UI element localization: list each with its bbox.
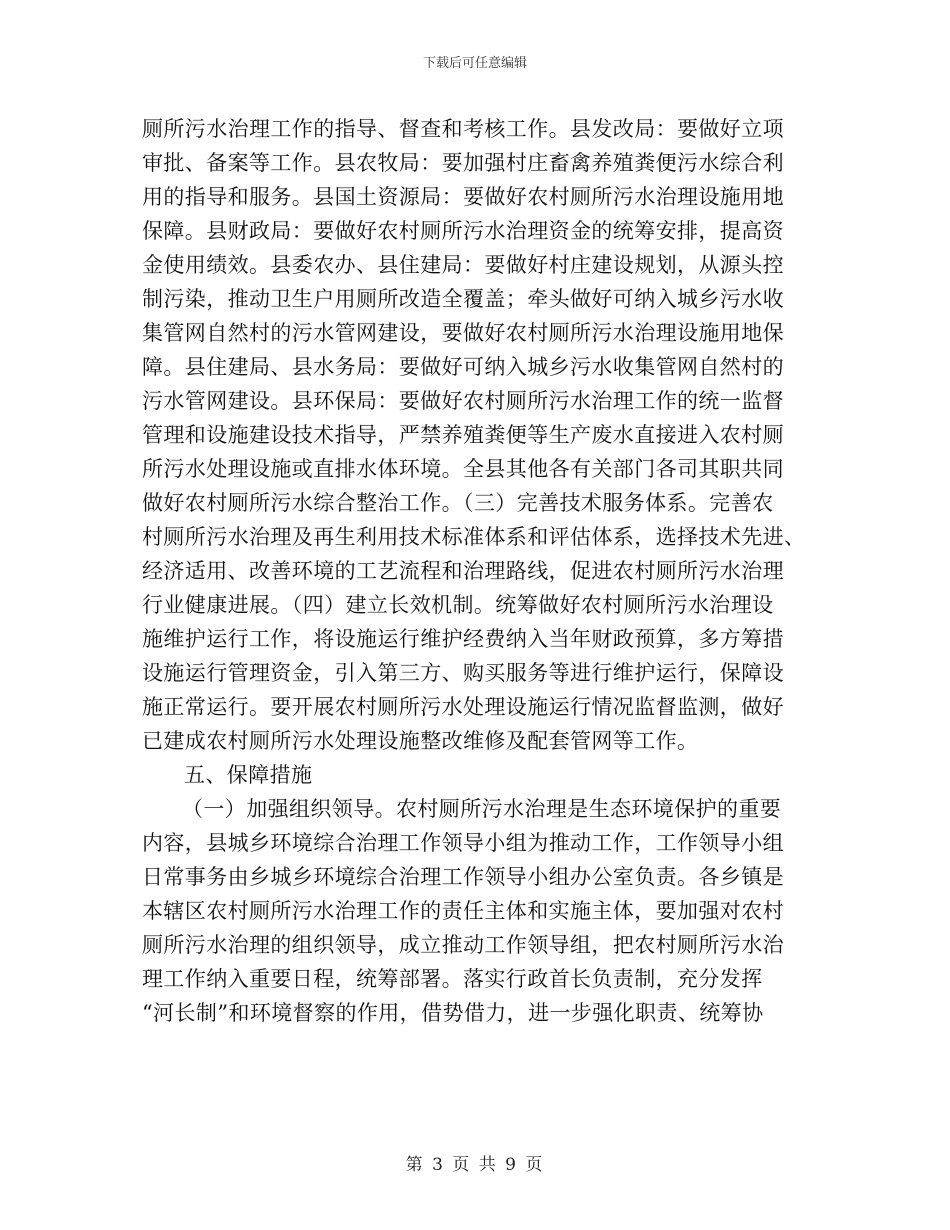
text-line: 经济适用、改善环境的工艺流程和治理路线，促进农村厕所污水治理 (142, 559, 784, 583)
text-line: 集管网自然村的污水管网建设，要做好农村厕所污水治理设施用地保 (142, 321, 784, 345)
text-line: “河长制”和环境督察的作用，借势借力，进一步强化职责、统筹协 (142, 1001, 764, 1025)
text-line: 管理和设施建设技术指导，严禁养殖粪便等生产废水直接进入农村厕 (142, 423, 784, 447)
text-line: 金使用绩效。县委农办、县住建局：要做好村庄建设规划，从源头控 (142, 253, 784, 277)
text-line: 污水管网建设。县环保局：要做好农村厕所污水治理工作的统一监督 (142, 389, 784, 413)
text-line: 用的指导和服务。县国土资源局：要做好农村厕所污水治理设施用地 (142, 185, 784, 209)
text-line: 施正常运行。要开展农村厕所污水处理设施运行情况监督监测，做好 (142, 695, 784, 719)
text-line: 制污染，推动卫生户用厕所改造全覆盖；牵头做好可纳入城乡污水收 (142, 287, 784, 311)
text-line: 厕所污水治理的组织领导，成立推动工作领导组，把农村厕所污水治 (142, 933, 784, 957)
page-header: 下载后可任意编辑 (422, 56, 527, 71)
text-line: 审批、备案等工作。县农牧局：要加强村庄畜禽养殖粪便污水综合利 (142, 151, 784, 175)
text-line: 内容，县城乡环境综合治理工作领导小组为推动工作，工作领导小组 (142, 831, 784, 855)
text-line: 理工作纳入重要日程，统筹部署。落实行政首长负责制，充分发挥 (142, 967, 763, 991)
page-footer: 第 3 页 共 9 页 (405, 1155, 545, 1175)
text-line: 行业健康进展。（四）建立长效机制。统筹做好农村厕所污水治理设 (142, 593, 774, 617)
text-line: （一）加强组织领导。农村厕所污水治理是生态环境保护的重要 (182, 797, 782, 821)
text-line: 厕所污水治理工作的指导、督查和考核工作。县发改局：要做好立项 (142, 117, 784, 141)
text-line: 做好农村厕所污水综合整治工作。（三）完善技术服务体系。完善农 (142, 491, 774, 515)
document-body (142, 112, 832, 1030)
text-line: 村厕所污水治理及再生利用技术标准体系和评估体系，选择技术先进、 (142, 525, 806, 549)
text-line: 障。县住建局、县水务局：要做好可纳入城乡污水收集管网自然村的 (142, 355, 784, 379)
text-line: 本辖区农村厕所污水治理工作的责任主体和实施主体，要加强对农村 (142, 899, 784, 923)
text-line: 保障。县财政局：要做好农村厕所污水治理资金的统筹安排，提高资 (142, 219, 784, 243)
section-heading: 五、保障措施 (184, 763, 313, 787)
text-line: 已建成农村厕所污水处理设施整改维修及配套管网等工作。 (142, 729, 699, 753)
text-line: 日常事务由乡城乡环境综合治理工作领导小组办公室负责。各乡镇是 (142, 865, 784, 889)
text-line: 设施运行管理资金，引入第三方、购买服务等进行维护运行，保障设 (142, 661, 784, 685)
text-line: 施维护运行工作，将设施运行维护经费纳入当年财政预算，多方筹措 (142, 627, 784, 651)
text-line: 所污水处理设施或直排水体环境。全县其他各有关部门各司其职共同 (142, 457, 784, 481)
